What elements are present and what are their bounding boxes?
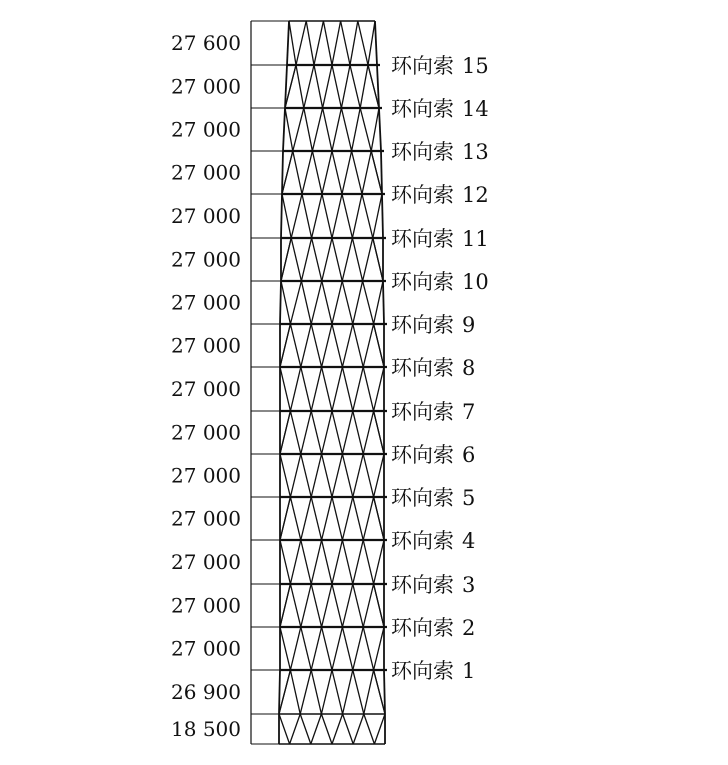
ring-cable-number: 6 [462,443,476,467]
ring-cable-label [391,227,489,251]
lattice-diagonal [374,324,384,367]
lattice-diagonal [342,324,352,367]
tower-frame [251,21,387,744]
lattice-diagonal [341,65,350,108]
lattice-diagonal [332,151,342,194]
lattice-diagonal [322,540,332,584]
lattice-diagonal [371,108,379,151]
dimension-label: 27 000 [171,506,241,531]
lattice-diagonal [300,670,311,714]
dimension-label: 27 000 [171,463,241,488]
lattice-diagonal [322,324,332,367]
lattice-diagonal [342,281,353,324]
lattice-diagonal [352,238,362,281]
lattice-diagonal [301,454,311,497]
lattice-diagonal [363,497,373,540]
lattice-diagonal [343,670,353,714]
lattice-diagonal [341,21,350,65]
lattice-diagonal [291,194,302,238]
tower-right-edge [383,281,384,324]
lattice-diagonal [363,238,373,281]
tower-right-edge [379,108,381,151]
lattice-diagonal [291,238,301,281]
dimension-label: 27 000 [171,377,241,401]
dimension-label: 26 900 [171,680,241,704]
lattice-diagonal [280,627,290,670]
lattice-diagonal [353,281,363,324]
lattice-diagonal [363,281,374,324]
tower-right-edge [375,21,377,65]
lattice-diagonal [368,21,375,65]
lattice-diagonal [352,194,362,238]
lattice-diagonal [322,497,332,540]
lattice-diagonal [290,411,300,454]
lattice-diagonal [332,411,342,454]
lattice-diagonal [289,21,296,65]
lattice-diagonal [353,584,363,627]
lattice-diagonal [322,281,332,324]
tower-left-edge [281,194,282,238]
tower-left-edge [287,21,289,65]
tower-left-edge [282,151,283,194]
lattice-diagonal [311,627,321,670]
dimension-label: 27 000 [171,290,241,315]
lattice-diagonal [312,194,322,238]
ring-cable-number: 13 [462,140,489,164]
ring-cable-name: 环向索 [391,616,454,640]
lattice-diagonal [353,367,363,411]
lattice-diagonal [304,65,314,108]
dimension-label: 27 000 [171,550,241,574]
lattice-diagonal [374,367,384,411]
lattice-diagonal [322,367,332,411]
lattice-diagonal [301,540,311,584]
lattice-diagonal [353,497,363,540]
lattice-diagonal [364,670,374,714]
tower-right-edge [384,670,385,714]
lattice-diagonal [290,324,300,367]
lattice-diagonal [301,497,311,540]
lattice-diagonal [279,714,290,744]
ring-cable-number: 15 [462,54,489,78]
lattice-diagonal [314,65,323,108]
lattice-diagonal [332,714,343,744]
ring-cable-number: 7 [462,400,476,424]
tower-right-edge [381,151,382,194]
lattice-diagonal [302,194,312,238]
lattice-diagonal [323,108,332,151]
lattice-diagonal [321,670,332,714]
lattice-diagonal [342,627,352,670]
ring-cable-label [391,659,475,683]
lattice-diagonal [353,411,363,454]
lattice-diagonal [281,238,291,281]
lattice-diagonal [311,497,321,540]
lattice-diagonal [374,584,384,627]
lattice-diagonal [353,324,363,367]
ring-cable-number: 3 [462,573,476,597]
dimension-label: 27 000 [171,204,241,228]
ring-cable-name: 环向索 [391,400,454,424]
ring-cable-label [391,54,489,78]
lattice-diagonal [342,194,352,238]
ring-cable-name: 环向索 [391,573,454,597]
ring-cable-name: 环向索 [391,97,454,121]
lattice-diagonal [280,324,290,367]
lattice-diagonal [301,238,311,281]
lattice-diagonal [353,540,363,584]
lattice-diagonal [374,497,384,540]
lattice-diagonal [332,454,342,497]
lattice-diagonal [322,454,332,497]
lattice-diagonal [280,584,290,627]
dimension-label: 27 000 [171,117,241,142]
lattice-diagonal [312,151,322,194]
tower-left-edge [283,108,285,151]
lattice-diagonal [332,108,341,151]
ring-cable-label [391,183,489,207]
lattice-diagonal [296,65,304,108]
lattice-diagonal [341,108,351,151]
lattice-diagonal [350,21,358,65]
lattice-diagonal [332,670,343,714]
lattice-diagonal [290,584,300,627]
ring-cable-number: 10 [462,270,489,294]
ring-cable-name: 环向索 [391,443,454,467]
lattice-diagonal [322,411,332,454]
lattice-diagonal [290,627,300,670]
dimension-label: 27 000 [171,333,241,358]
lattice-diagonal [342,497,352,540]
lattice-diagonal [301,367,311,411]
lattice-diagonal [311,584,321,627]
lattice-diagonal [363,627,373,670]
lattice-diagonal [353,627,363,670]
lattice-diagonal [363,411,373,454]
ring-cable-label [391,400,475,424]
lattice-diagonal [332,627,342,670]
lattice-diagonal [332,65,341,108]
ring-cable-number: 1 [462,659,476,683]
lattice-diagonal [342,584,352,627]
ring-cable-name: 环向索 [391,356,454,380]
dimension-label: 27 000 [171,247,241,272]
lattice-diagonal [342,540,352,584]
lattice-diagonal [352,108,361,151]
ring-cable-number: 2 [462,616,476,640]
dimension-label: 27 000 [171,74,241,99]
ring-cable-name: 环向索 [391,486,454,510]
level-dimension-labels [171,31,241,741]
lattice-diagonal [374,714,385,744]
ring-cable-name: 环向索 [391,227,454,251]
lattice-diagonal [301,324,311,367]
lattice-diagonal [342,411,352,454]
lattice-diagonal [374,454,384,497]
lattice-diagonal [362,151,371,194]
ring-cable-label [391,140,489,164]
lattice-diagonal [353,670,364,714]
lattice-diagonal [353,454,363,497]
lattice-diagonal [363,584,373,627]
lattice-diagonal [322,627,332,670]
ring-cable-name: 环向索 [391,140,454,164]
ring-cable-number: 8 [462,356,476,380]
lattice-diagonal [293,108,304,151]
lattice-diagonal [332,497,342,540]
ring-cable-number: 12 [462,183,489,207]
ring-cable-label [391,356,475,380]
ring-cable-name: 环向索 [391,183,454,207]
ring-cable-name: 环向索 [391,313,454,337]
lattice-diagonal [322,584,332,627]
dimension-label: 27 000 [171,593,241,618]
lattice-diagonal [302,151,312,194]
lattice-diagonal [363,540,373,584]
lattice-diagonal [364,714,375,744]
lattice-diagonal [296,21,306,65]
lattice-diagonal [350,65,360,108]
lattice-diagonal [311,670,321,714]
lattice-diagonal [343,714,354,744]
lattice-diagonal [332,281,342,324]
lattice-diagonal [332,367,342,411]
ring-cable-label [391,486,475,510]
lattice-diagonal [311,540,321,584]
lattice-diagonal [332,324,342,367]
lattice-diagonal [300,714,311,744]
lattice-diagonal [374,627,384,670]
ring-cable-label [391,97,489,121]
ring-cable-label [391,313,475,337]
lattice-diagonal [306,21,314,65]
ring-cable-name: 环向索 [391,659,454,683]
lattice-diagonal [290,497,300,540]
lattice-diagonal [332,21,341,65]
lattice-diagonal [301,584,311,627]
lattice-diagonal [321,714,332,744]
lattice-diagonal [301,627,311,670]
ring-cable-label [391,270,489,294]
lattice-diagonal [290,281,301,324]
lattice-diagonal [290,367,300,411]
ring-cable-label [391,573,475,597]
ring-cable-number: 5 [462,486,476,510]
dimension-label: 27 000 [171,420,241,445]
tower-left-edge [279,670,280,714]
tower-right-edge [382,194,383,238]
lattice-diagonal [311,367,321,411]
lattice-diagonal [290,454,300,497]
tower-left-edge [280,281,281,324]
lattice-diagonal [290,540,300,584]
lattice-diagonal [293,151,302,194]
ring-cable-number: 11 [462,227,489,251]
lattice-diagonal [311,281,322,324]
lattice-diagonal [373,238,383,281]
lattice-diagonal [290,670,300,714]
dimension-label: 27 000 [171,636,241,661]
lattice-diagonal [322,151,332,194]
lattice-diagonal [342,367,352,411]
lattice-diagonal [312,238,322,281]
lattice-diagonal [352,151,362,194]
ring-cable-label [391,529,475,553]
lattice-diagonal [282,194,291,238]
ring-cable-labels [391,54,489,683]
lattice-diagonal [301,281,311,324]
lattice-diagonal [358,21,368,65]
ring-cable-label [391,616,475,640]
lattice-diagonal [363,367,373,411]
lattice-diagonal [311,714,322,744]
lattice-diagonal [332,584,342,627]
lattice-diagonal [323,65,332,108]
dimension-label: 27 000 [171,160,241,185]
ring-cable-name: 环向索 [391,529,454,553]
lattice-diagonal [311,454,321,497]
lattice-diagonal [342,238,352,281]
lattice-diagonal [314,21,323,65]
lattice-diagonal [332,194,342,238]
lattice-diagonal [342,151,352,194]
lattice-diagonal [362,194,373,238]
lattice-diagonal [374,281,383,324]
ring-cable-number: 4 [462,529,476,553]
lattice-diagonal [311,324,321,367]
lattice-diagonal [353,714,364,744]
lattice-diagonal [363,324,373,367]
lattice-diagonal [374,411,384,454]
lattice-diagonal [342,454,352,497]
lattice-diagonal [360,108,371,151]
lattice-diagonal [280,367,290,411]
lattice-diagonal [301,411,311,454]
lattice-diagonal [280,454,290,497]
lattice-diagonal [360,65,368,108]
lattice-diagonal [332,540,342,584]
ring-cable-number: 9 [462,313,476,337]
ring-cable-name: 环向索 [391,270,454,294]
lattice-diagonal [280,497,290,540]
lattice-diagonal [281,281,290,324]
lattice-diagonal [363,454,373,497]
lattice-diagonal [322,194,332,238]
lattice-diagonal [374,540,384,584]
lattice-diagonal [323,21,332,65]
lattice-diagonal [290,714,301,744]
ring-cable-name: 环向索 [391,54,454,78]
lattice-diagonal [373,194,382,238]
dimension-label: 27 600 [171,31,241,55]
dimension-label: 18 500 [171,717,241,741]
lattice-diagonal [304,108,313,151]
ring-cable-number: 14 [462,97,489,121]
lattice-diagonal [322,238,332,281]
lattice-diagonal [312,108,322,151]
lattice-diagonal [280,540,290,584]
lattice-diagonal [311,411,321,454]
lattice-diagonal [285,108,293,151]
lattice-diagonal [280,411,290,454]
lattice-diagonal [332,238,342,281]
ring-cable-label [391,443,475,467]
